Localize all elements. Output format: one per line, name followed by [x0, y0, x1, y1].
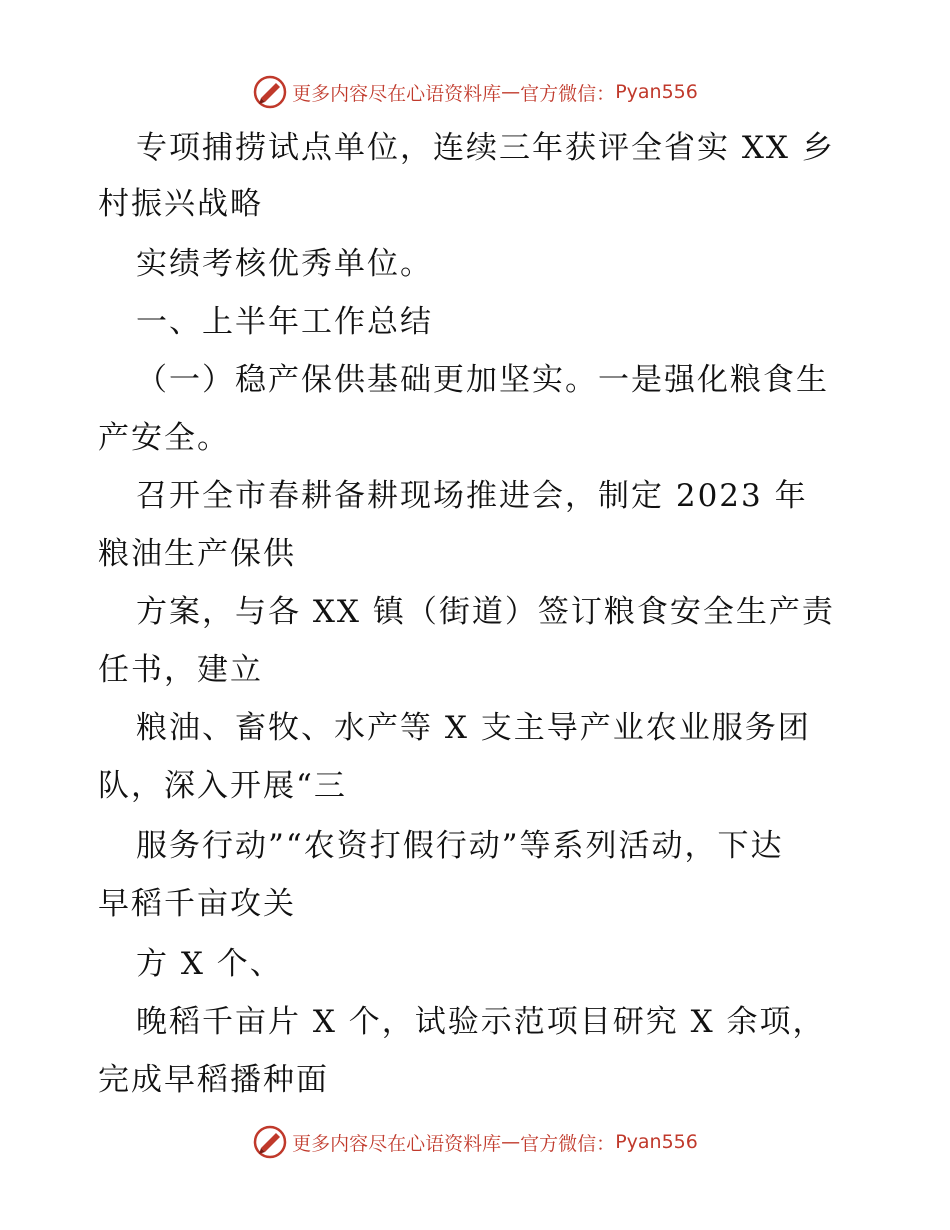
pen-logo-icon — [252, 74, 288, 110]
watermark-separator: — — [501, 81, 521, 103]
text-line: 方案，与各 XX 镇（街道）签订粮食安全生产责 — [136, 594, 835, 630]
text-line: 任书，建立 — [98, 652, 263, 688]
text-line: 粮油、畜牧、水产等 X 支主导产业农业服务团 — [136, 710, 811, 746]
watermark-footer — [0, 1122, 950, 1162]
watermark-wechat-id: Pyan556 — [615, 1131, 698, 1153]
watermark-wechat-label: 官方微信： — [520, 1132, 616, 1155]
watermark-wechat-label: 官方微信： — [520, 82, 616, 105]
text-line: 召开全市春耕备耕现场推进会，制定 2023 年 — [136, 478, 808, 514]
text-line: 完成早稻播种面 — [98, 1062, 329, 1098]
text-line: 队，深入开展“三 — [98, 768, 347, 804]
text-line: 方 X 个、 — [136, 946, 283, 982]
text-line: 村振兴战略 — [98, 186, 263, 222]
watermark-header — [0, 72, 950, 112]
text-line: 晚稻千亩片 X 个，试验示范项目研究 X 余项， — [136, 1004, 826, 1040]
pen-logo-icon — [252, 1124, 288, 1160]
watermark-text: 更多内容尽在心语资料库 — [292, 82, 502, 105]
text-line: 专项捕捞试点单位，连续三年获评全省实 XX 乡 — [136, 130, 835, 166]
text-line: 粮油生产保供 — [98, 536, 296, 572]
text-line: 产安全。 — [98, 420, 230, 456]
watermark-separator: — — [501, 1131, 521, 1153]
watermark-wechat-id: Pyan556 — [615, 81, 698, 103]
text-line: 实绩考核优秀单位。 — [136, 246, 433, 282]
text-line: 早稻千亩攻关 — [98, 886, 296, 922]
text-line: （一）稳产保供基础更加坚实。一是强化粮食生 — [136, 362, 829, 398]
watermark-text: 更多内容尽在心语资料库 — [292, 1132, 502, 1155]
section-heading: 一、上半年工作总结 — [136, 304, 433, 340]
text-line: 服务行动”“农资打假行动”等系列活动，下达 — [136, 828, 784, 864]
